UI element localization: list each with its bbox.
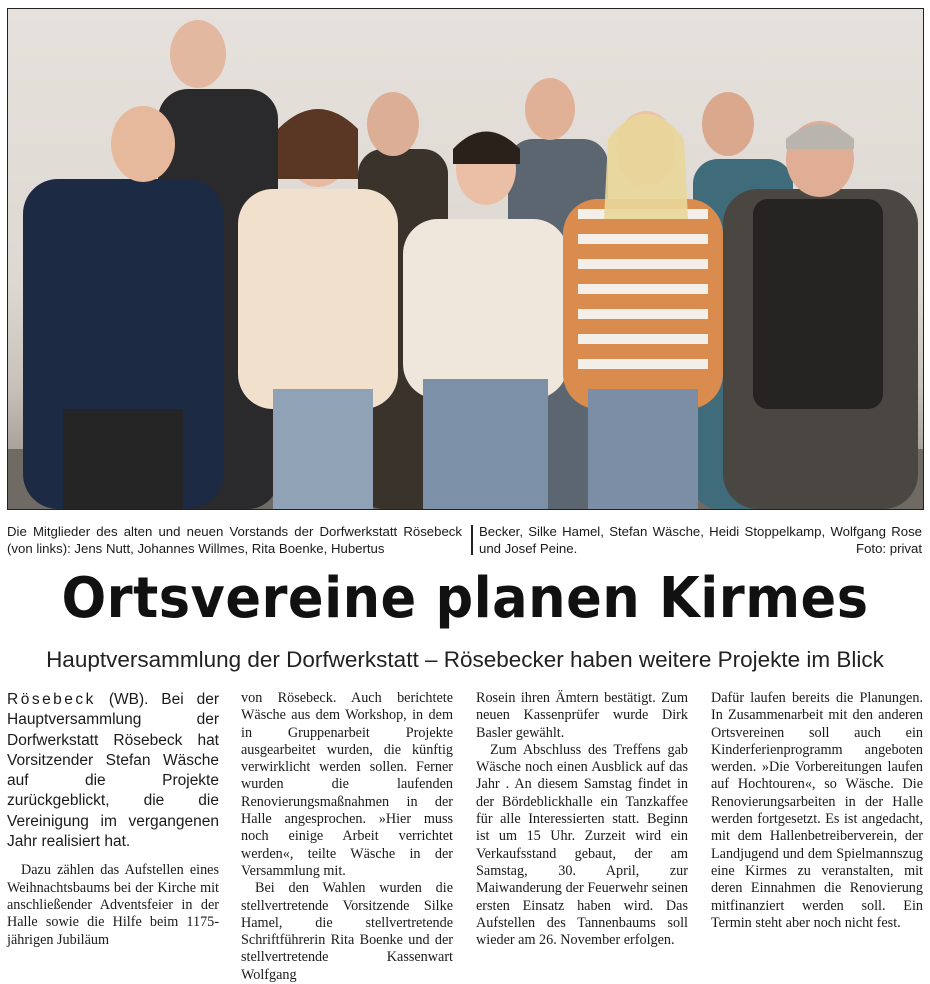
caption-right: Becker, Silke Hamel, Stefan Wäsche, Heidi Stoppelkamp, Wolfgang Rose und Josef Peine. xyxy=(479,524,922,556)
lead-paragraph xyxy=(7,690,219,852)
group-photo xyxy=(7,8,924,510)
photo-credit: Foto: privat xyxy=(856,541,922,556)
caption-left: Die Mitglieder des alten und neuen Vorstands der Dorfwerkstatt Rösebeck (von links): Jens Nutt, Johannes Willmes, Rita Boenke, Hubertus xyxy=(7,524,462,556)
photo-caption xyxy=(7,523,922,559)
caption-right-block xyxy=(479,523,922,557)
article-column-1 xyxy=(7,690,219,949)
group-photo-illustration xyxy=(8,9,923,509)
paragraph: Rosein ihren Ämtern bestätigt. Zum neuen Kassenprüfer wurde Dirk Basler gewählt. xyxy=(476,690,688,741)
paragraph: von Rösebeck. Auch berichtete Wäsche aus dem Workshop, in dem in Gruppenarbeit Projekte ausgearbeitet wurden, die künftig verwirklicht werden sollen. Ferner wurden die laufenden Renovierungsmaßnahmen in der Halle angesprochen. »Hier muss noch einige Arbeit verrichtet werden«, teilte Wäsche in der Versammlung mit. xyxy=(241,690,453,879)
paragraph: Zum Abschluss des Treffens gab Wäsche noch einen Ausblick auf das Jahr . An diesem Samstag findet in der Bördeblickhalle ein Tanzkaffee für alle Interessierten statt. Beginn ist um 15 Uhr. Zurzeit wird ein Verkaufsstand gebaut, der am Samstag, 30. April, zur Maiwanderung der Feuerwehr seinen ersten Einsatz haben wird. Das Aufstellen des Tannenbaums soll wieder am 26. November erfolgen. xyxy=(476,741,688,949)
paragraph: Dafür laufen bereits die Planungen. In Zusammenarbeit mit den anderen Ortsvereinen soll auch ein Kinderferienprogramm angeboten werden. »Die Vorbereitungen laufen auf Hochtouren«, so Wäsche. Die Renovierungsarbeiten in der Halle werden fortgesetzt. Es ist angedacht, mit dem Hallenbetreiberverein, der Landjugend und dem Spielmannszug eine Kirmes zu veranstalten, mit deren Einnahmen die Renovierung mitfinanziert werden soll. Ein Termin steht aber noch nicht fest. xyxy=(711,690,923,931)
article-column-4 xyxy=(711,690,923,932)
caption-divider xyxy=(471,525,473,555)
paragraph: Dazu zählen das Aufstellen eines Weihnachtsbaums bei der Kirche mit anschließender Adventsfeier in der Halle sowie die Hilfe beim 1175-jährigen Jubiläum xyxy=(7,862,219,948)
dateline: Rösebeck xyxy=(7,691,96,708)
paragraph: Bei den Wahlen wurden die stellvertretende Vorsitzende Silke Hamel, die stellvertretende Schriftführerin Rita Boenke und der stellvertretende Kassenwart Wolfgang xyxy=(241,880,453,983)
lead-text: (WB). Bei der Hauptversammlung der Dorfwerkstatt Rösebeck hat Vorsitzender Stefan Wäsche auf die Projekte zurückgeblickt, die die Vereinigung im vergangenen Jahr realisiert hat. xyxy=(7,691,219,851)
article-column-3 xyxy=(476,690,688,949)
headline: Ortsvereine planen Kirmes xyxy=(61,566,869,631)
subheadline: Hauptversammlung der Dorfwerkstatt – Rösebecker haben weitere Projekte im Blick xyxy=(46,647,884,672)
article-column-2 xyxy=(241,690,453,984)
